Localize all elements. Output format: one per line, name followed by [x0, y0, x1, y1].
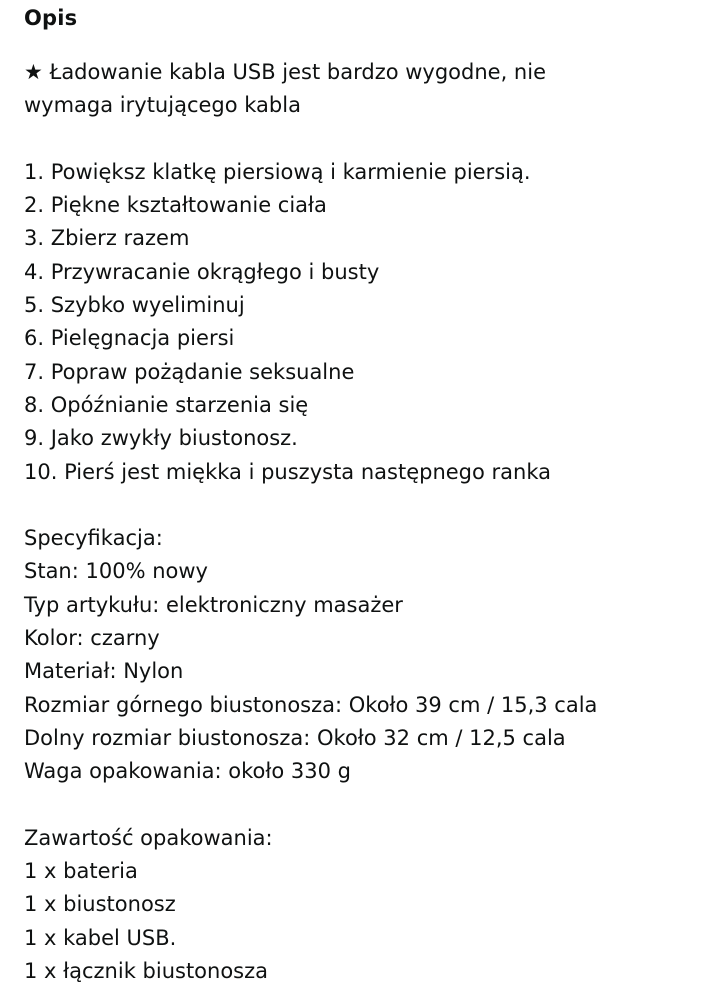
- spacer: [24, 489, 704, 522]
- package-item: 1 x bateria: [24, 859, 138, 884]
- spec-item: Materiał: Nylon: [24, 659, 184, 684]
- package-item: 1 x kabel USB.: [24, 925, 177, 950]
- feature-item: 4. Przywracanie okrągłego i busty: [24, 259, 380, 284]
- spec-item: Dolny rozmiar biustonosza: Około 32 cm / 12,5 cala: [24, 725, 566, 750]
- description-body: [24, 56, 704, 988]
- package-item: 1 x biustonosz: [24, 892, 176, 917]
- feature-item: 2. Piękne kształtowanie ciała: [24, 193, 327, 218]
- feature-item: 8. Opóźnianie starzenia się: [24, 392, 309, 417]
- intro-line-2: wymaga irytującego kabla: [24, 93, 301, 118]
- feature-item: 6. Pielęgnacja piersi: [24, 326, 235, 351]
- feature-item: 10. Pierś jest miękka i puszysta następnego ranka: [24, 459, 552, 484]
- section-heading: Opis: [24, 6, 78, 30]
- intro-line-1: [24, 56, 704, 89]
- specs-title: Specyfikacja:: [24, 526, 163, 551]
- spec-item: Rozmiar górnego biustonosza: Około 39 cm / 15,3 cala: [24, 692, 598, 717]
- intro-text-1: Ładowanie kabla USB jest bardzo wygodne, nie: [49, 60, 546, 84]
- feature-item: 7. Popraw pożądanie seksualne: [24, 359, 355, 384]
- star-icon: ★: [24, 60, 43, 84]
- spacer: [24, 123, 704, 156]
- feature-item: 5. Szybko wyeliminuj: [24, 293, 245, 318]
- feature-item: 9. Jako zwykły biustonosz.: [24, 426, 298, 451]
- spec-item: Stan: 100% nowy: [24, 559, 208, 584]
- feature-item: 3. Zbierz razem: [24, 226, 190, 251]
- package-item: 1 x łącznik biustonosza: [24, 959, 269, 984]
- spacer: [24, 789, 704, 822]
- package-title: Zawartość opakowania:: [24, 825, 273, 850]
- spec-item: Typ artykułu: elektroniczny masażer: [24, 592, 403, 617]
- spec-item: Kolor: czarny: [24, 626, 160, 651]
- feature-item: 1. Powiększ klatkę piersiową i karmienie piersią.: [24, 159, 531, 184]
- spec-item: Waga opakowania: około 330 g: [24, 759, 351, 784]
